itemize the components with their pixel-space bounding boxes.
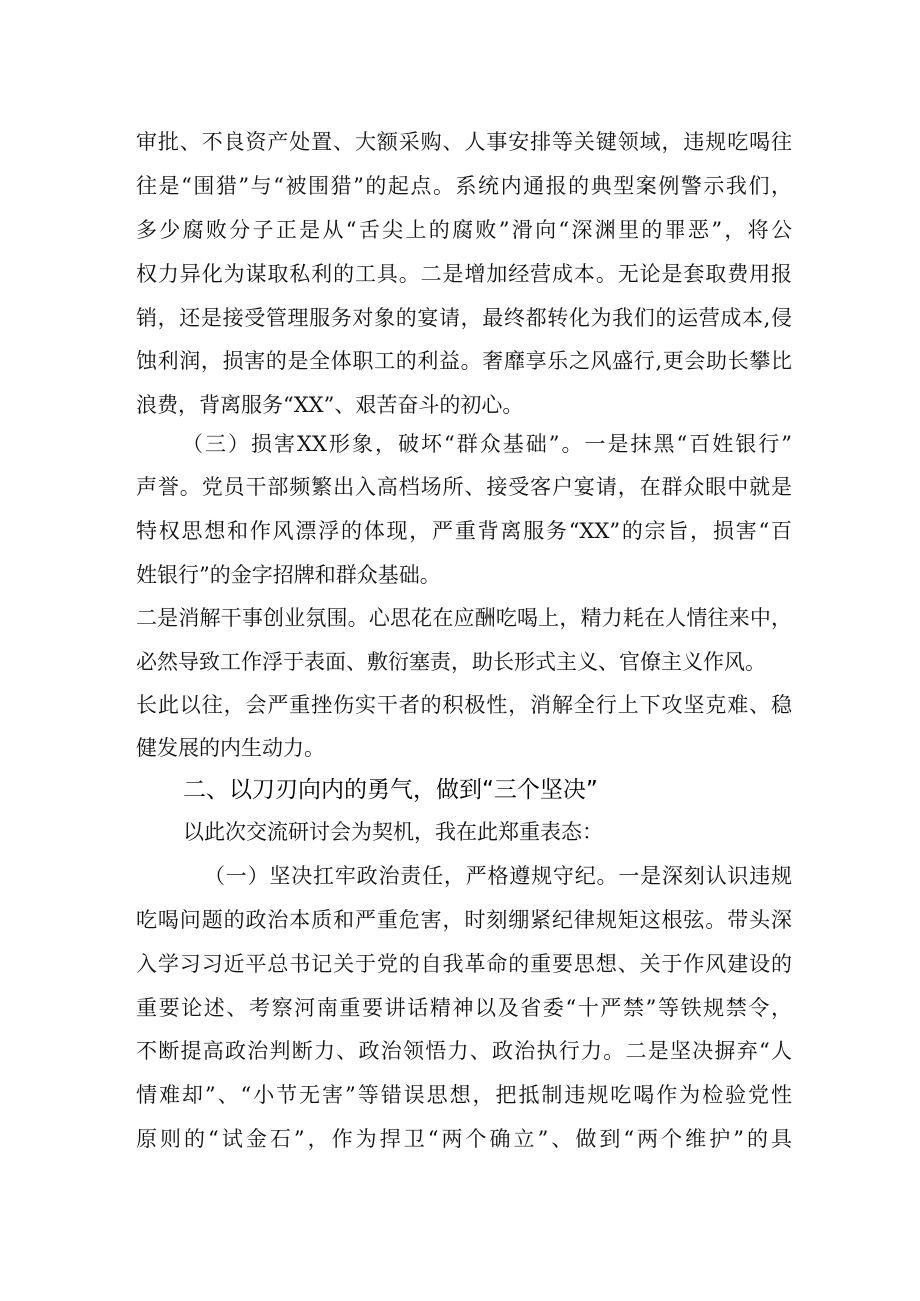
section-heading: 二、以刀刃向内的勇气，做到“三个坚决” (183, 777, 598, 803)
body-text-line: 原则的“试金石”，作为捍卫“两个确立”、做到“两个维护”的具 (136, 1127, 792, 1151)
body-text-line: 审批、不良资产处置、大额采购、人事安排等关键领域，违规吃喝往 (136, 130, 792, 154)
body-text-line: 不断提高政治判断力、政治领悟力、政治执行力。二是坚决摒弃“人 (136, 1039, 792, 1063)
body-text-line: 吃喝问题的政治本质和严重危害，时刻绷紧纪律规矩这根弦。带头深 (136, 908, 792, 932)
body-text-line: 往是“围猎”与“被围猎”的起点。系统内通报的典型案例警示我们， (136, 174, 792, 198)
body-text-line: 必然导致工作浮于表面、敷衍塞责，助长形式主义、官僚主义作风。 (136, 650, 766, 674)
body-text-line: 特权思想和作风漂浮的体现，严重背离服务“XX”的宗旨，损害“百 (136, 519, 792, 543)
body-text-line: 健发展的内生动力。 (136, 736, 325, 760)
body-text-line: 入学习习近平总书记关于党的自我革命的重要思想、关于作风建设的 (136, 952, 792, 976)
body-text-line: 长此以往，会严重挫伤实干者的积极性，消解全行上下攻坚克难、稳 (136, 693, 792, 717)
body-text-line: 重要论述、考察河南重要讲话精神以及省委“十严禁”等铁规禁令， (136, 996, 792, 1020)
body-text-line: 二是消解干事创业氛围。心思花在应酬吃喝上，精力耗在人情往来中， (136, 606, 792, 630)
body-text-line: 销，还是接受管理服务对象的宴请，最终都转化为我们的运营成本,侵 (136, 306, 792, 330)
section-three-lead-line: （三）损害XX形象，破坏“群众基础”。一是抹黑“百姓银行” (182, 432, 792, 456)
body-text-line: 浪费，背离服务“XX”、艰苦奋斗的初心。 (136, 393, 524, 417)
body-text-line: 蚀利润，损害的是全体职工的利益。奢靡享乐之风盛行,更会助长攀比 (136, 349, 792, 373)
body-text-line: 姓银行”的金字招牌和群众基础。 (136, 563, 441, 587)
body-text-line: 权力异化为谋取私利的工具。二是增加经营成本。无论是套取费用报 (136, 262, 792, 286)
statement-intro-line: 以此次交流研讨会为契机，我在此郑重表态： (183, 820, 603, 844)
body-text-line: 声誉。党员干部频繁出入高档场所、接受客户宴请，在群众眼中就是 (136, 475, 792, 499)
body-text-line: 多少腐败分子正是从“舌尖上的腐败”滑向“深渊里的罪恶”，将公 (136, 218, 792, 242)
body-text-line: 情难却”、“小节无害”等错误思想，把抵制违规吃喝作为检验党性 (136, 1083, 792, 1107)
subsection-one-lead-line: （一）坚决扛牢政治责任，严格遵规守纪。一是深刻认识违规 (204, 864, 792, 888)
